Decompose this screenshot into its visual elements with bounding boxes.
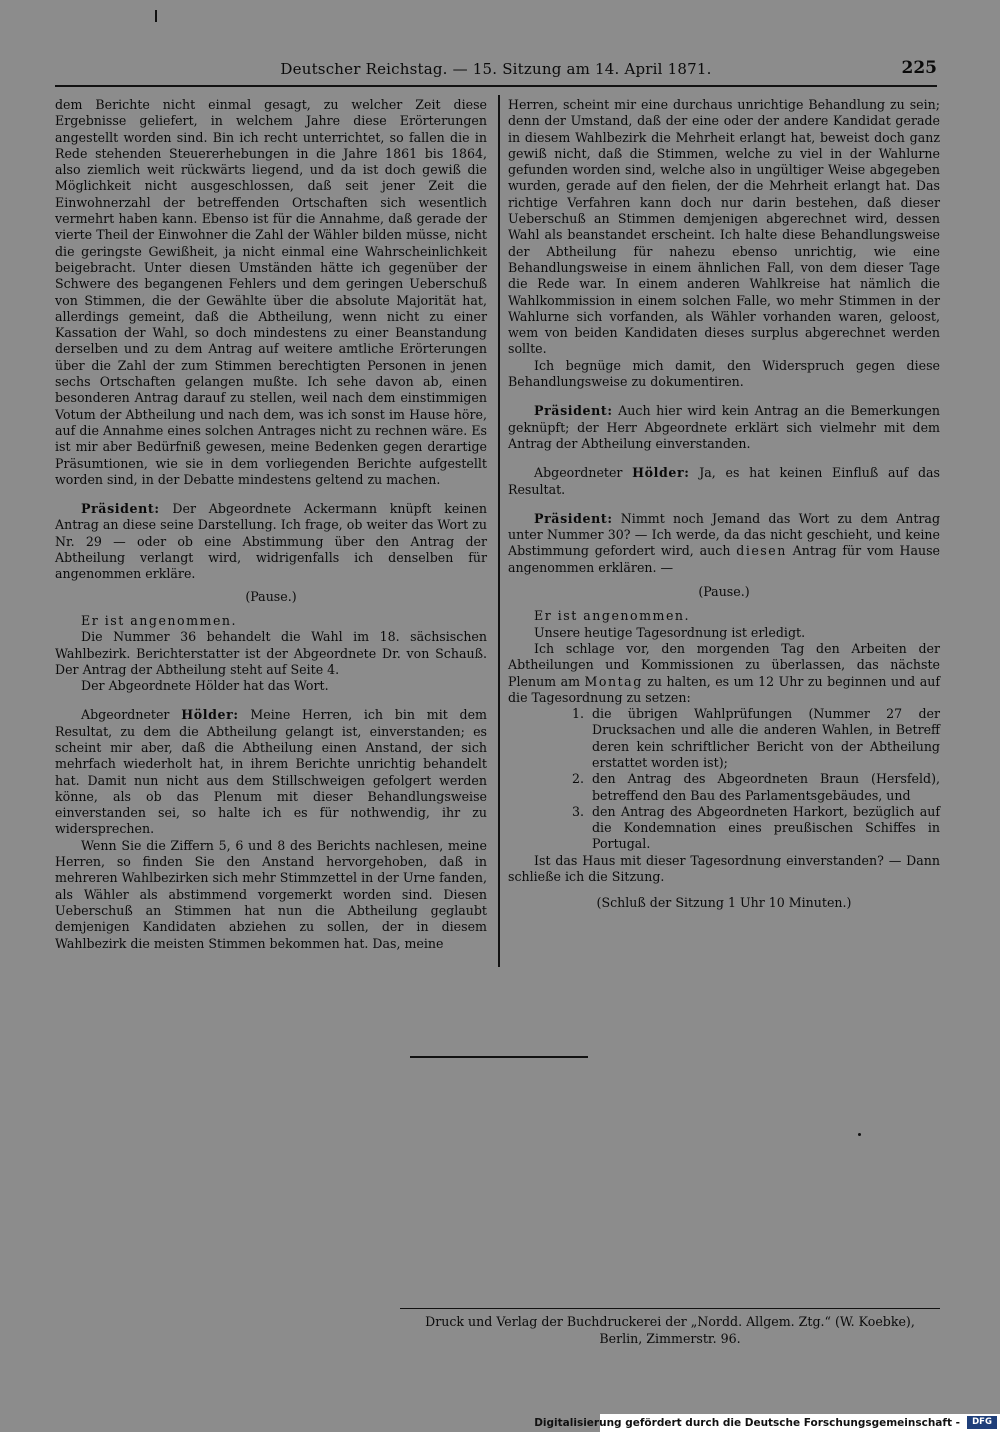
pause-note: (Pause.) (245, 588, 297, 604)
pause-note: (Pause.) (698, 584, 750, 600)
emphasis: Montag (584, 673, 643, 689)
agenda-list (508, 706, 940, 853)
speech-text: Meine Herren, ich bin mit dem Resultat, zu dem die Abtheilung gelangt ist, einverstanden; es scheint mir aber, daß die Abtheilung einen Anstand, der sich mehrfach wiederholt hat, in ihrem Berichte unrichtig behandelt hat. Damit nun nicht aus dem Stillschweigen gefolgert werden könne, als ob das Plenum mit dieser Behandlungsweise einverstanden sei, so halte ich es für nothwendig, ihr zu widersprechen. (55, 707, 488, 837)
paragraph (508, 403, 940, 452)
paragraph: dem Berichte nicht einmal gesagt, zu welcher Zeit diese Ergebnisse geliefert, in welchem Jahre diese Erörterungen angestellt worden sind. Bin ich recht unterrichtet, so fallen die in Rede stehenden Steuererhebungen in die Jahre 1861 bis 1864, also ziemlich weit rückwärts liegend, und da ist doch gewiß die Möglichkeit nicht ausgeschlossen, daß seit jener Zeit die Einwohnerzahl der betreffenden Ortschaften sich wesentlich vermehrt haben kann. Ebenso ist für die Annahme, daß gerade der vierte Theil der Einwohner die Zahl der Wähler bilden müsse, nicht die geringste Gewißheit, ja nicht einmal eine Wahrscheinlichkeit beigebracht. Unter diesen Umständen hätte ich gegenüber der Schwere des begangenen Fehlers und dem geringen Ueberschuß von Stimmen, die der Gewählte über die absolute Majorität hat, allerdings gemeint, daß die Abtheilung, wenn nicht zu einer Kassation der Wahl, so doch mindestens zu einer Beanstandung derselben und zu dem Antrag auf weitere amtliche Erörterungen über die Zahl der zum Stimmen berechtigten Personen in jenen sechs Ortschaften gelangen mußte. Ich sehe davon ab, einen besonderen Antrag darauf zu stellen, weil nach dem einstimmigen Votum der Abtheilung und nach dem, was ich sonst im Hause höre, auf die Annahme eines solchen Antrages nicht zu rechnen wäre. Es ist mir aber Bedürfniß gewesen, meine Bedenken gegen derartige Präsumtionen, wie sie in dem vorliegenden Berichte aufgestellt worden sind, in der Debatte mindestens geltend zu machen. (55, 97, 487, 487)
paragraph: Wenn Sie die Ziffern 5, 6 und 8 des Berichts nachlesen, meine Herren, so finden Sie den Anstand hervorgehoben, daß in mehreren Wahlbezirken sich mehr Stimmzettel in der Urne fanden, als Wähler als abstimmend vorgemerkt worden sind. Diesen Ueberschuß an Stimmen hat nun die Abtheilung geglaubt demjenigen Kandidaten abziehen zu sollen, der in diesem Wahlbezirk die meisten Stimmen bekommen hat. Das, meine (55, 837, 487, 951)
speech-text: Der Abgeordnete Ackermann knüpft keinen Antrag an diese seine Darstellung. Ich frage, ob weiter das Wort zu Nr. 29 — oder ob eine Abstimmung über den Antrag der Abtheilung verlangt wird, widrigenfalls ich denselben für angenommen erkläre. (55, 501, 487, 582)
paragraph (508, 465, 940, 498)
paragraph (508, 641, 940, 706)
agenda-item (572, 771, 940, 804)
paragraph: Unsere heutige Tagesordnung ist erledigt. (534, 624, 806, 640)
imprint-line: Berlin, Zimmerstr. 96. (599, 1330, 741, 1346)
imprint (400, 1314, 940, 1347)
paragraph (55, 501, 487, 582)
speech-text: zu halten, es um 12 Uhr zu beginnen und auf die Tagesordnung zu setzen: (508, 673, 940, 705)
paragraph: Ist das Haus mit dieser Tagesordnung einverstanden? — Dann schließe ich die Sitzung. (508, 852, 940, 885)
agenda-item (572, 803, 940, 853)
paragraph (508, 608, 940, 624)
speech-text: Ja, es hat keinen Einfluß auf das Resultat. (508, 465, 940, 497)
running-header (55, 58, 937, 82)
left-column (55, 97, 487, 952)
end-rule (410, 1056, 588, 1058)
paragraph: Herren, scheint mir eine durchaus unrichtige Behandlung zu sein; denn der Umstand, daß der eine oder der andere Kandidat gerade in diesem Wahlbezirk die Mehrheit erlangt hat, beweist doch ganz gewiß nicht, daß die Stimmen, welche zu viel in der Wahlurne gefunden worden sind, welche also in ungültiger Weise abgegeben wurden, gerade auf den fielen, der die Mehrheit erlangt hat. Das richtige Verfahren kann doch nur darin bestehen, daß dieser Ueberschuß an Stimmen demjenigen abgerechnet wird, dessen Wahl als beanstandet erscheint. Ich halte diese Behandlungsweise der Abtheilung für nahezu ebenso unrichtig, wie eine Behandlungsweise in einem ähnlichen Fall, von dem dieser Tage die Rede war. In einem anderen Wahlkreise hat nämlich die Wahlkommission in einem solchen Falle, wo mehr Stimmen in der Wahlurne sich vorfanden, als Wähler vorhanden waren, geloost, wem von beiden Kandidaten dieses surplus abgerechnet werden sollte. (508, 97, 940, 357)
agenda-text: den Antrag des Abgeordneten Braun (Hersfeld), betreffend den Bau des Parlamentsgebäudes, und (592, 771, 940, 803)
session-closing: (Schluß der Sitzung 1 Uhr 10 Minuten.) (596, 895, 852, 911)
speaker-title: Abgeordneter (534, 465, 633, 481)
agenda-text: die übrigen Wahlprüfungen (Nummer 27 der Drucksachen und alle die anderen Wahlen, in Betreff deren kein schriftlicher Bericht von der Abtheilung erstattet worden ist); (592, 706, 940, 770)
paragraph: Ich begnüge mich damit, den Widerspruch gegen diese Behandlungsweise zu dokumentiren. (508, 357, 940, 390)
paragraph: Der Abgeordnete Hölder hat das Wort. (81, 678, 329, 694)
agenda-number: 2. (572, 771, 585, 787)
imprint-rule (400, 1308, 940, 1309)
header-rule (55, 85, 937, 87)
adopted-note: Er ist angenommen. (81, 612, 238, 628)
agenda-number: 3. (572, 803, 585, 819)
paragraph (55, 707, 487, 837)
agenda-item (572, 706, 940, 771)
agenda-text: den Antrag des Abgeordneten Harkort, bezüglich auf die Kondemnation eines preußischen Schiffes in Portugal. (592, 803, 940, 852)
paragraph: Die Nummer 36 behandelt die Wahl im 18. sächsischen Wahlbezirk. Berichterstatter ist der Abgeordnete Dr. von Schauß. Der Antrag der Abtheilung steht auf Seite 4. (55, 629, 487, 677)
agenda-number: 1. (572, 706, 585, 722)
scan-speck (858, 1133, 861, 1136)
adopted-note: Er ist angenommen. (534, 608, 691, 624)
digitization-credit (534, 1414, 1000, 1432)
speech-text: Auch hier wird kein Antrag an die Bemerkungen geknüpft; der Herr Abgeordnete erklärt sich vielmehr mit dem Antrag der Abtheilung einverstanden. (508, 403, 940, 451)
speaker-name: Präsident: (534, 403, 613, 419)
running-title: Deutscher Reichstag. — 15. Sitzung am 14. April 1871. (280, 60, 712, 78)
paragraph (55, 613, 487, 629)
speech-text: Ich schlage vor, den morgenden Tag den Arbeiten der Abtheilungen und Kommissionen zu überlassen, das nächste Plenum am (508, 640, 940, 689)
page-number: 225 (901, 58, 937, 78)
speaker-name: Präsident: (534, 510, 613, 526)
credit-text: Digitalisierung gefördert durch die Deutsche Forschungsgemeinschaft - (534, 1417, 960, 1429)
speech-text: Nimmt noch Jemand das Wort zu dem Antrag unter Nummer 30? — Ich werde, da das nicht geschieht, und keine Abstimmung gefordert wird, auch (508, 510, 940, 559)
right-column (508, 97, 940, 912)
column-divider (498, 95, 500, 967)
paragraph (508, 511, 940, 576)
speaker-name: Präsident: (81, 501, 160, 517)
speaker-name: Hölder: (632, 465, 690, 481)
dfg-logo: DFG (967, 1416, 997, 1429)
imprint-line: Druck und Verlag der Buchdruckerei der „Nordd. Allgem. Ztg.“ (W. Koebke), (425, 1314, 915, 1329)
speaker-name: Hölder: (181, 707, 239, 723)
emphasis: diesen (736, 543, 787, 559)
speech-text: Antrag für vom Hause angenommen erklären. — (508, 543, 940, 575)
scan-speck (155, 10, 157, 22)
speaker-title: Abgeordneter (81, 707, 182, 723)
